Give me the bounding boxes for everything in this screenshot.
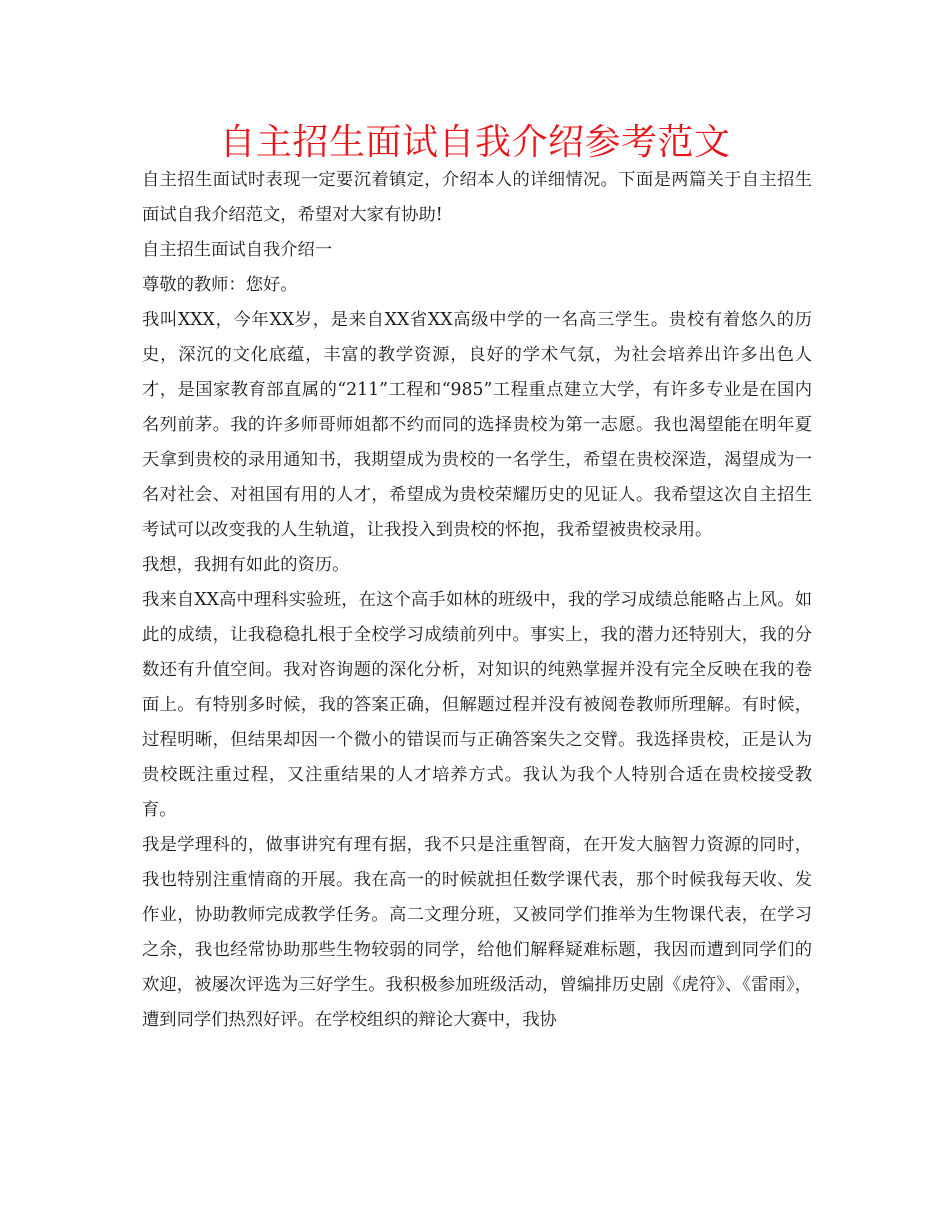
document-title: 自主招生面试自我介绍参考范文: [219, 122, 731, 163]
paragraph-academic: 我来自XX高中理科实验班，在这个高手如林的班级中，我的学习成绩总能略占上风。如此的成绩，让我稳稳扎根于全校学习成绩前列中。事实上，我的潜力还特别大，我的分数还有升值空间。我对咨询题的深化分析，对知识的纯熟掌握并没有完全反映在我的卷面上。有特别多时候，我的答案正确，但解题过程并没有被阅卷教师所理解。有时候，过程明晰，但结果却因一个微小的错误而与正确答案失之交臂。我选择贵校，正是认为贵校既注重过程，又注重结果的人才培养方式。我认为我个人特别合适在贵校接受教育。: [142, 590, 812, 820]
paragraph-qualification: 我想，我拥有如此的资历。: [142, 555, 350, 575]
paragraph-intro: 自主招生面试时表现一定要沉着镇定，介绍本人的详细情况。下面是两篇关于自主招生面试自我介绍范文，希望对大家有协助!: [142, 170, 812, 225]
paragraph-salutation: 尊敬的教师：您好。: [142, 275, 298, 295]
document-body: [142, 163, 812, 1038]
paragraph-section-heading: 自主招生面试自我介绍一: [142, 240, 333, 260]
paragraph-self-intro: 我叫XXX，今年XX岁，是来自XX省XX高级中学的一名高三学生。贵校有着悠久的历史，深沉的文化底蕴，丰富的教学资源，良好的学术气氛，为社会培养出许多出色人才，是国家教育部直属的“211”工程和“985”工程重点建立大学，有许多专业是在国内名列前茅。我的许多师哥师姐都不约而同的选择贵校为第一志愿。我也渴望能在明年夏天拿到贵校的录用通知书，我期望成为贵校的一名学生，希望在贵校深造，渴望成为一名对社会、对祖国有用的人才，希望成为贵校荣耀历史的见证人。我希望这次自主招生考试可以改变我的人生轨道，让我投入到贵校的怀抱，我希望被贵校录用。: [142, 310, 812, 540]
paragraph-activities: 我是学理科的，做事讲究有理有据，我不只是注重智商，在开发大脑智力资源的同时，我也特别注重情商的开展。我在高一的时候就担任数学课代表，那个时候我每天收、发作业，协助教师完成教学任务。高二文理分班，又被同学们推举为生物课代表，在学习之余，我也经常协助那些生物较弱的同学，给他们解释疑难标题，我因而遭到同学们的欢迎，被屡次评选为三好学生。我积极参加班级活动，曾编排历史剧《虎符》、《雷雨》，遭到同学们热烈好评。在学校组织的辩论大赛中，我协: [142, 835, 812, 1030]
